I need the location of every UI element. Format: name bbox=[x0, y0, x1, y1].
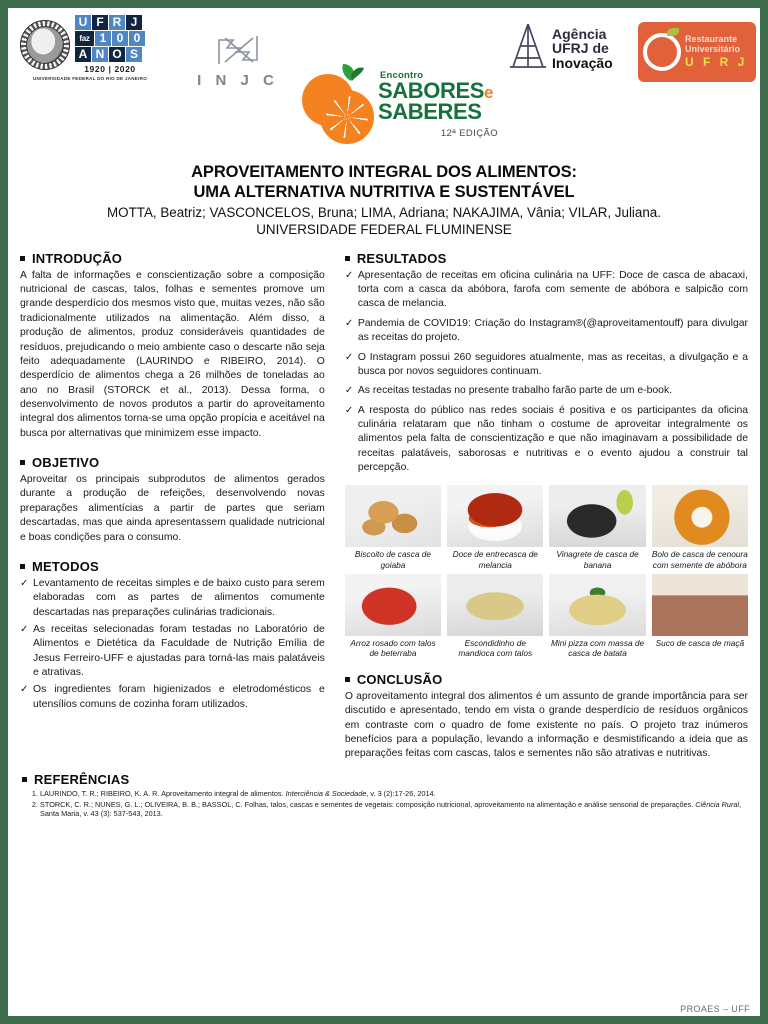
photo-caption: Arroz rosado com talos de beterraba bbox=[350, 637, 436, 658]
recipe-photo-bolo-de-casca-de-cenoura bbox=[652, 485, 748, 547]
list-item: ✓ Apresentação de receitas em oficina culinária na UFF: Doce de casca de abacaxi, torta com a casca da abóbora, farofa com semente de abóbora e salpicão com casca de melancia. bbox=[345, 269, 748, 312]
objetivo-paragraph: Aproveitar os principais subprodutos de alimentos gerados durante a produção de refeições, desenvolvendo novas preparações alimentícias a partir de partes que seriam descartadas, mas que ainda apresentassem qualidade nutricional e boas condições para o consumo. bbox=[20, 474, 325, 543]
ufrj-100-anos-logo bbox=[20, 15, 160, 81]
injc-mark-icon bbox=[190, 30, 286, 70]
photo-cell bbox=[652, 574, 748, 658]
content-columns bbox=[8, 239, 760, 762]
ru-line3: U F R J bbox=[685, 55, 748, 70]
ufrj-caption: UNIVERSIDADE FEDERAL DO RIO DE JANEIRO bbox=[32, 76, 148, 81]
agencia-tower-icon bbox=[508, 22, 548, 75]
orange-ring-icon bbox=[643, 33, 681, 71]
restaurante-universitario-logo bbox=[638, 22, 756, 82]
photo-caption: Vinagrete de casca de banana bbox=[556, 549, 639, 570]
page-title-line1: APROVEITAMENTO INTEGRAL DOS ALIMENTOS: bbox=[191, 163, 577, 181]
poster-sheet bbox=[8, 8, 760, 1016]
section-heading-resultados bbox=[345, 251, 748, 266]
sabores-edition: 12ª EDIÇÃO bbox=[440, 128, 498, 140]
photo-cell bbox=[549, 485, 645, 569]
photo-caption: Biscoito de casca de goiaba bbox=[354, 549, 432, 570]
ufrj-seal-icon bbox=[20, 20, 70, 70]
left-column bbox=[20, 251, 335, 762]
agencia-line3: Inovação bbox=[552, 54, 613, 71]
square-bullet-icon bbox=[20, 564, 25, 569]
section-heading-label: RESULTADOS bbox=[356, 250, 447, 266]
sponsor-logo-bar bbox=[8, 8, 760, 156]
square-bullet-icon bbox=[345, 677, 350, 682]
list-item: ✓ As receitas selecionadas foram testadas no Laboratório de Alimentos e Dietética da Faculdade de Nutrição Emília de Jesus Ferreiro-UFF e ajustadas para torná-las mais palatáveis e atrativas. bbox=[20, 623, 325, 680]
section-heading-label: OBJETIVO bbox=[32, 455, 100, 471]
list-item: ✓ A resposta do público nas redes sociais é positiva e os participantes da oficina culinária relataram que não tinham o costume de aproveitar integralmente os alimentos pela falta de conscientização e que não imaginavam a possibilidade de receitas palatáveis, saborosas e nutritivas e o evento ajudou a construir tal percepção. bbox=[345, 404, 748, 476]
recipe-photo-doce-de-entrecasca-de-melancia bbox=[447, 485, 543, 547]
photo-cell bbox=[345, 574, 441, 658]
photo-cell bbox=[447, 485, 543, 569]
section-heading-label: CONCLUSÃO bbox=[356, 671, 443, 687]
injc-logo bbox=[190, 30, 286, 89]
ru-line2: Universitário bbox=[685, 44, 741, 55]
ru-line1: Restaurante bbox=[685, 34, 738, 45]
authors-list: MOTTA, Beatriz; VASCONCELOS, Bruna; LIMA, Adriana; NAKAJIMA, Vânia; VILAR, Juliana. bbox=[107, 205, 661, 221]
ufrj-cell: S bbox=[126, 47, 142, 62]
recipe-photo-biscoito-de-casca-de-goiaba bbox=[345, 485, 441, 547]
metodos-list bbox=[20, 577, 325, 712]
sabores-line1-suffix: e bbox=[484, 83, 494, 102]
list-item: ✓ Pandemia de COVID19: Criação do Instagram®(@aproveitamentouff) para divulgar as receitas do projeto. bbox=[345, 317, 748, 346]
page-title-line2: UMA ALTERNATIVA NUTRITIVA E SUSTENTÁVEL bbox=[193, 183, 575, 202]
square-bullet-icon bbox=[22, 777, 27, 782]
section-heading-referencias bbox=[22, 772, 746, 787]
section-heading-label: REFERÊNCIAS bbox=[34, 771, 130, 787]
orange-fruit-icon bbox=[298, 60, 378, 142]
conclusao-paragraph: O aproveitamento integral dos alimentos é um assunto de grande importância para ser discutido e apresentado, tendo em vista o grande desperdício de resíduos orgânicos em contraste com o quadro de fome existente no país. O projeto traz inúmeros benefícios para a população, levando a informação e desmistificando a ideia que as preparações feitas com cascas, talos e sementes não são atrativas e nutritivas. bbox=[344, 690, 748, 760]
poster-title-block bbox=[8, 156, 760, 239]
recipe-photo-escondidinho-de-mandioca-com-talos bbox=[447, 574, 543, 636]
agencia-line2: UFRJ de bbox=[552, 40, 609, 57]
ufrj-cell: 0 bbox=[112, 31, 128, 46]
photo-cell bbox=[549, 574, 645, 658]
ufrj-cell: R bbox=[109, 15, 125, 30]
photo-cell bbox=[345, 485, 441, 569]
square-bullet-icon bbox=[345, 256, 350, 261]
injc-wordmark: I N J C bbox=[197, 72, 279, 89]
photo-caption: Escondidinho de mandioca com talos bbox=[458, 637, 533, 658]
section-heading-metodos bbox=[20, 559, 325, 574]
right-column bbox=[335, 251, 748, 762]
reference-item: 2. STORCK, C. R.; NUNES, G. L.; OLIVEIRA, B. B.; BASSOL, C. Folhas, talos, cascas e sementes de vegetais: composição nutricional, aproveitamento na alimentação e análise sensorial de preparações. Ciência Rural, Santa Maria, v. 43 (3): 537-543, 2013. bbox=[40, 800, 746, 820]
ufrj-cell: N bbox=[92, 47, 108, 62]
photo-caption: Suco de casca de maçã bbox=[655, 637, 745, 648]
section-heading-objetivo bbox=[20, 455, 325, 470]
recipe-photo-grid bbox=[345, 485, 748, 657]
list-item: ✓ Levantamento de receitas simples e de baixo custo para serem elaboradas com as partes de alimentos comumente descartadas nas preparações culinárias tradicionais. bbox=[20, 577, 325, 620]
footer-credit: PROAES – UFF bbox=[680, 1004, 750, 1014]
affiliation: UNIVERSIDADE FEDERAL FLUMINENSE bbox=[256, 222, 512, 237]
square-bullet-icon bbox=[20, 460, 25, 465]
ufrj-cell: O bbox=[109, 47, 125, 62]
reference-item: 1. LAURINDO, T. R.; RIBEIRO, K. A. R. Aproveitamento integral de alimentos. Interciência & Sociedade, v. 3 (2):17-26, 2014. bbox=[40, 789, 746, 799]
references-section bbox=[8, 762, 760, 820]
photo-caption: Mini pizza com massa de casca de batata bbox=[550, 637, 645, 658]
recipe-photo-arroz-rosado-com-talos-de-beterraba bbox=[345, 574, 441, 636]
sabores-line2: SABERES bbox=[378, 98, 482, 124]
recipe-photo-suco-de-casca-de-maca bbox=[652, 574, 748, 636]
sabores-pretitle: Encontro bbox=[380, 70, 424, 81]
ufrj-cell: faz bbox=[75, 31, 94, 46]
section-heading-label: INTRODUÇÃO bbox=[32, 250, 123, 266]
resultados-list bbox=[345, 269, 748, 476]
ufrj-cell: 1 bbox=[95, 31, 111, 46]
ufrj-cell: J bbox=[126, 15, 142, 30]
agencia-line1: Agência bbox=[552, 26, 607, 43]
leaf-icon bbox=[338, 62, 364, 87]
sabores-line1: SABORES bbox=[378, 78, 484, 103]
section-heading-label: METODOS bbox=[32, 558, 99, 574]
encontro-sabores-e-saberes-logo bbox=[298, 60, 498, 142]
recipe-photo-mini-pizza-com-massa-de-casca-de-batata bbox=[549, 574, 645, 636]
photo-caption: Doce de entrecasca de melancia bbox=[452, 549, 538, 570]
section-heading-conclusao bbox=[345, 672, 748, 687]
photo-caption: Bolo de casca de cenoura com semente de abóbora bbox=[651, 549, 748, 570]
recipe-photo-vinagrete-de-casca-de-banana bbox=[549, 485, 645, 547]
list-item: ✓ Os ingredientes foram higienizados e eletrodomésticos e utensílios comuns de cozinha foram utilizados. bbox=[20, 683, 325, 712]
ufrj-cell: 0 bbox=[129, 31, 145, 46]
list-item: ✓ O Instagram possui 260 seguidores atualmente, mas as receitas, a divulgação e a busca por novos seguidores continuam. bbox=[345, 351, 748, 380]
ufrj-cell: U bbox=[75, 15, 91, 30]
introducao-paragraph: A falta de informações e conscientização sobre a composição nutricional de cascas, talos, folhas e sementes promove um grande desperdício dos mesmos visto que, muitas vezes, não são tradicionalmente utilizados na alimentação. Além disso, a produção de alimentos, produz consideráveis quantidades de resíduos, prejudicando o meio ambiente caso o descarte não seja feito adequadamente (LAURINDO e RIBEIRO, 2014). O desperdício de alimentos chega a 26 milhões de toneladas ao ano no Brasil (STORCK et al., 2013). Dessa forma, o desenvolvimento de novos produtos a partir do aproveitamento integral dos alimentos torna-se uma opção propícia e aceitável na busca por alternativas que minimizem esse impacto. bbox=[20, 269, 325, 439]
photo-cell bbox=[652, 485, 748, 569]
ufrj-years: 1920 | 2020 bbox=[84, 64, 136, 74]
section-heading-introducao bbox=[20, 251, 325, 266]
list-item: ✓ As receitas testadas no presente trabalho farão parte de um e-book. bbox=[345, 384, 748, 398]
photo-cell bbox=[447, 574, 543, 658]
ufrj-cell: F bbox=[92, 15, 108, 30]
agencia-ufrj-inovacao-logo bbox=[508, 22, 638, 75]
ufrj-cell: A bbox=[75, 47, 91, 62]
reference-list bbox=[22, 789, 746, 820]
square-bullet-icon bbox=[20, 256, 25, 261]
